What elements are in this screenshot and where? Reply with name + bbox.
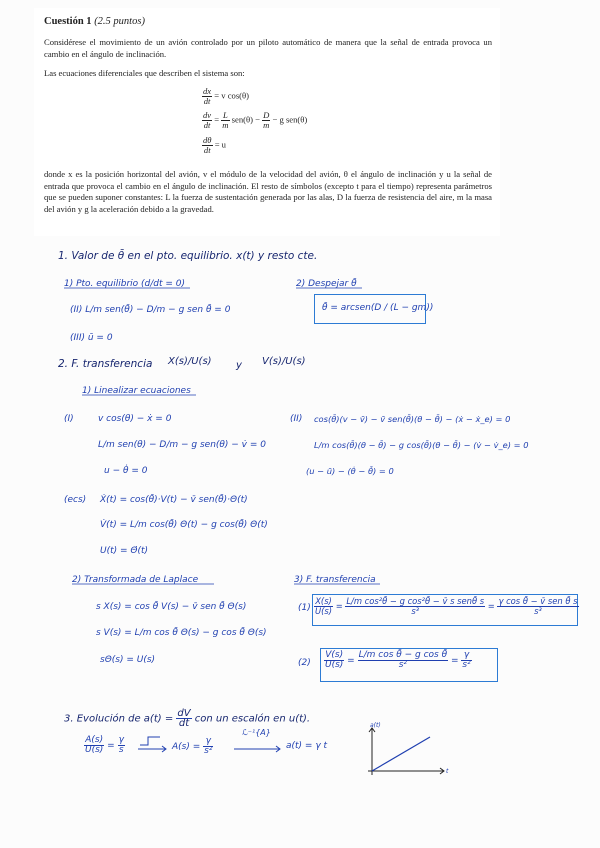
- s1-sub-solve: 2) Despejar θ̄: [296, 279, 357, 289]
- lin-II: L/m sen(θ) − D/m − g sen(θ) − v̇ = 0: [98, 440, 266, 450]
- lin-right-2: L/m cos(θ̄)(θ − θ̄) − g cos(θ̄)(θ − θ̄) − (v̇ − v̇_e) = 0: [314, 440, 529, 450]
- section2-title: 2. F. transferencia: [58, 358, 153, 370]
- laplace-3: sΘ(s) = U(s): [100, 655, 156, 665]
- step-symbol: [140, 737, 160, 745]
- lin-II-label: (II): [290, 414, 303, 424]
- plot-ramp-line: [372, 737, 430, 771]
- lin-right-1: cos(θ̄)(v − v̄) − v̄ sen(θ̄)(θ − θ̄) − (ẋ − ẋ_e) = 0: [314, 414, 511, 424]
- s1-sub-equilibrium: 1) Pto. equilibrio (d/dt = 0): [64, 279, 186, 289]
- s2-and: y: [236, 360, 242, 371]
- section3-title: 3. Evolución de a(t) = $\frac{dV}{dt}$ con un escalón en u(t).: [64, 708, 311, 729]
- s2-sub-laplace: 2) Transformada de Laplace: [72, 575, 199, 585]
- s1-eq-II: (II) L/m sen(θ̄) − D/m − g sen θ̄ = 0: [70, 305, 231, 315]
- equation-dx: $\frac{dx}{dt}$ = v cos(θ): [203, 86, 250, 106]
- lin-III: u − θ̇ = 0: [104, 466, 148, 476]
- question-title: Cuestión 1 (2.5 puntos): [44, 16, 145, 27]
- laplace-2: s V(s) = L/m cos θ̄ Θ(s) − g cos θ̄ Θ(s): [96, 628, 267, 638]
- s2-tf-x: X(s)/U(s): [168, 356, 212, 367]
- s1-eq-III: (III) ū = 0: [70, 333, 113, 343]
- laplace-1: s X(s) = cos θ̄ V(s) − v̄ sen θ̄ Θ(s): [96, 602, 247, 612]
- ecs-3: U(t) = Θ̇(t): [100, 546, 149, 556]
- plot-ylabel: a(t): [370, 722, 381, 729]
- s2-sub-transfer: 3) F. transferencia: [294, 575, 376, 585]
- equations-intro: Las ecuaciones diferenciales que describen el sistema son:: [44, 68, 245, 78]
- question-intro: Considérese el movimiento de un avión controlado por un piloto automático de manera que la señal de entrada provoca un cambio en el ángulo de inclinación.: [44, 37, 492, 59]
- question-definitions: donde x es la posición horizontal del avión, v el módulo de la velocidad del avión, θ el ángulo de inclinación y u la señal de entrada que provoca el cambio en el ángulo de inclinación. El resto de símbolos (excepto t para el tiempo) representa parámetros que se pueden suponer constantes: L la fuerza de sustentación generada por las alas, D la fuerza de resistencia del aire, m la masa del avión y g la aceleración debido a la gravedad.: [44, 169, 492, 215]
- lin-right-3: (u − ū) − (θ̇ − θ̄̇) = 0: [306, 466, 394, 476]
- tf2-label: (2): [298, 658, 311, 668]
- tf1-label: (1): [298, 603, 311, 613]
- s3-inverse: ℒ⁻¹{A}: [242, 728, 271, 737]
- s2-tf-v: V(s)/U(s): [262, 356, 306, 367]
- lin-I-label: (I): [64, 414, 74, 424]
- s3-tf: $\frac{A(s)}{U(s)}$ = $\frac{\gamma}{s}$: [85, 735, 124, 755]
- s1-result: θ̄ = arcsen(D / (L − gm)): [322, 303, 434, 313]
- tf2-expression: $\frac{V(s)}{U(s)}$ = $\frac{\text{L/m cos θ̄ − g cos θ̄}}{\text{s²}}$ = $\frac{\gamma}{\text{s²}}$: [325, 650, 471, 670]
- s3-result: a(t) = γ t: [286, 741, 328, 751]
- ecs-1: Ẋ(t) = cos(θ̄)·V(t) − v̄ sen(θ̄)·Θ(t): [100, 495, 248, 505]
- section1-title: 1. Valor de θ̄ en el pto. equilibrio. x(t) y resto cte.: [58, 250, 318, 262]
- ecs-label: (ecs): [64, 495, 87, 505]
- equation-dv: $\frac{dv}{dt}$ = $\frac{L}{m}$ sen(θ) − $\frac{D}{m}$ − g sen(θ): [203, 110, 308, 130]
- lin-I: v cos(θ) − ẋ = 0: [98, 414, 172, 424]
- s3-A: A(s) = $\frac{\gamma}{\text{s²}}$: [172, 736, 213, 756]
- plot-xlabel: t: [446, 768, 449, 775]
- tf1-expression: $\frac{X(s)}{U(s)}$ = L/m cos²θ̄ − g cos²θ̄ − v̄ s senθ̄ s s³ = γ cos θ̄ − v̄ sen θ̄ s s³: [315, 596, 578, 616]
- s2-sub-linearize: 1) Linealizar ecuaciones: [82, 386, 191, 396]
- ecs-2: V̇(t) = L/m cos(θ̄) Θ(t) − g cos(θ̄) Θ(t): [100, 520, 268, 530]
- equation-dtheta: $\frac{d\theta}{dt}$ = u: [203, 135, 226, 155]
